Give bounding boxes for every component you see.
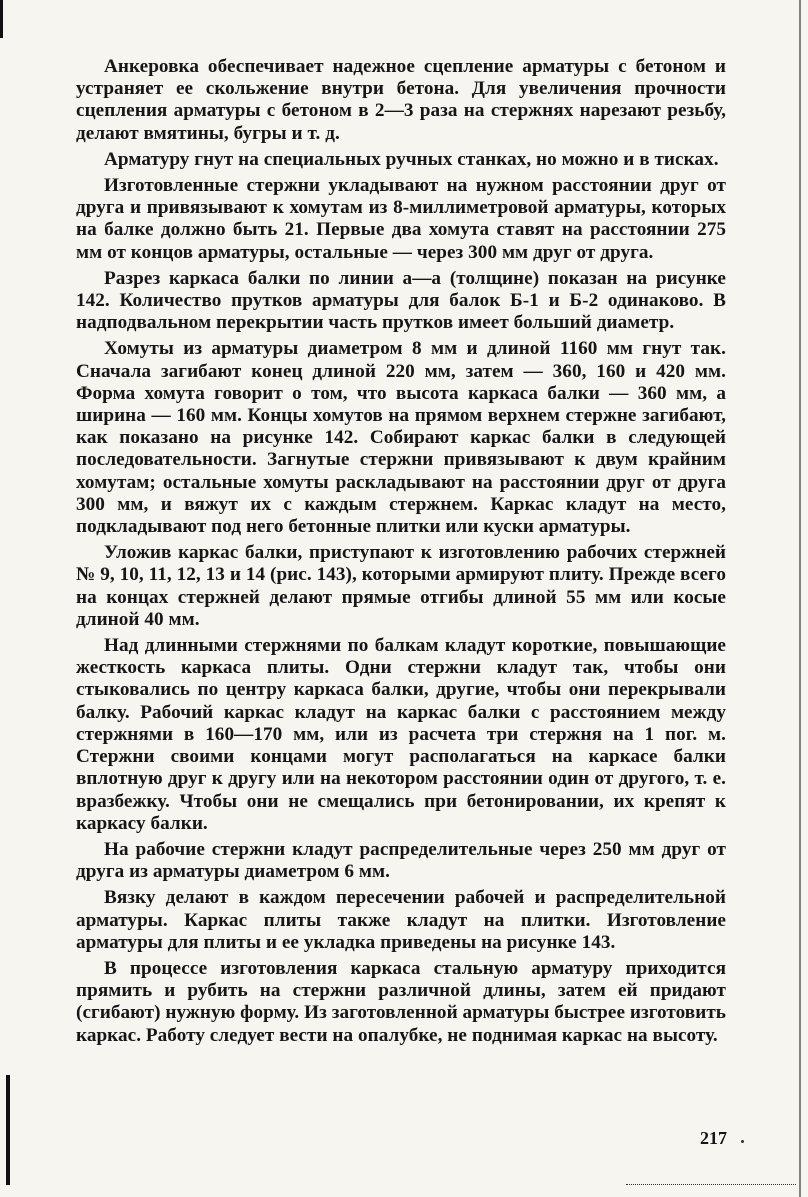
paragraph: Анкеровка обеспечивает надежное сцепление арматуры с бетоном и устраняет ее скольжение внутри бетона. Для увеличения прочности сцепления арматуры с бетоном в 2—3 раза на стержнях нарезают резьбу, делают вмятины, бугры и т. д. xyxy=(76,56,726,144)
paragraph: Арматуру гнут на специальных ручных станках, но можно и в тисках. xyxy=(104,148,719,170)
paragraph: Хомуты из арматуры диаметром 8 мм и длиной 1160 мм гнут так. Сначала загибают конец длиной 220 мм, затем — 360, 160 и 420 мм. Форма хомута говорит о том, что высота каркаса балки — 360 мм, а ширина — 160 мм. Концы хомутов на прямом верхнем стержне загибают, как показано на рисунке 142. Собирают каркас балки в следующей последовательности. Загнутые стержни привязывают к двум крайним хомутам; остальные хомуты раскладывают на расстоянии друг от друга 300 мм, и вяжут их с каждым стержнем. Каркас кладут на место, подкладывают под него бетонные плитки или куски арматуры. xyxy=(76,338,726,538)
page-number: 217 xyxy=(700,1128,727,1148)
paragraph: Вязку делают в каждом пересечении рабочей и распределительной арматуры. Каркас плиты также кладут на плитки. Изготовление арматуры для плиты и ее укладка приведены на рисунке 143. xyxy=(76,887,726,953)
paragraph: На рабочие стержни кладут распределительные через 250 мм друг от друга из арматуры диаметром 6 мм. xyxy=(76,838,726,883)
scan-speck xyxy=(741,1140,744,1143)
paragraph: Уложив каркас балки, приступают к изготовлению рабочих стержней № 9, 10, 11, 12, 13 и 14 (рис. 143), которыми армируют плиту. Прежде всего на концах стержней делают прямые отгибы длиной 55 мм или косые длиной 40 мм. xyxy=(76,542,726,630)
paragraph: Разрез каркаса балки по линии а—а (толщине) показан на рисунке 142. Количество прутков арматуры для балок Б-1 и Б-2 одинаково. В надподвальном перекрытии часть прутков имеет больший диаметр. xyxy=(76,267,726,334)
body-text xyxy=(76,56,726,1051)
scan-edge-line-left xyxy=(6,1075,10,1185)
paragraph: Над длинными стержнями по балкам кладут короткие, повышающие жесткость каркаса плиты. Одни стержни кладут так, чтобы они стыковались по центру каркаса балки, другие, чтобы они перекрывали балку. Рабочий каркас кладут на каркас балки с расстоянием между стержнями в 160—170 мм, или из расчета три стержня на 1 пог. м. Стержни своими концами могут располагаться на каркасе балки вплотную друг к другу или на некотором расстоянии один от другого, т. е. вразбежку. Чтобы они не смещались при бетонировании, их крепят к каркасу балки. xyxy=(76,635,726,834)
scan-edge-mark xyxy=(0,0,3,38)
scan-edge-line xyxy=(799,0,801,1197)
scan-dotted-rule xyxy=(626,1184,796,1186)
paragraph: Изготовленные стержни укладывают на нужном расстоянии друг от друга и привязывают к хомутам из 8-миллиметровой арматуры, которых на балке должно быть 21. Первые два хомута ставят на расстоянии 275 мм от концов арматуры, остальные — через 300 мм друг от друга. xyxy=(76,175,726,263)
paragraph: В процессе изготовления каркаса стальную арматуру приходится прямить и рубить на стержни различной длины, затем ей придают (сгибают) нужную форму. Из заготовленной арматуры быстрее изготовить каркас. Работу следует вести на опалубке, не поднимая каркас на высоту. xyxy=(76,957,726,1046)
